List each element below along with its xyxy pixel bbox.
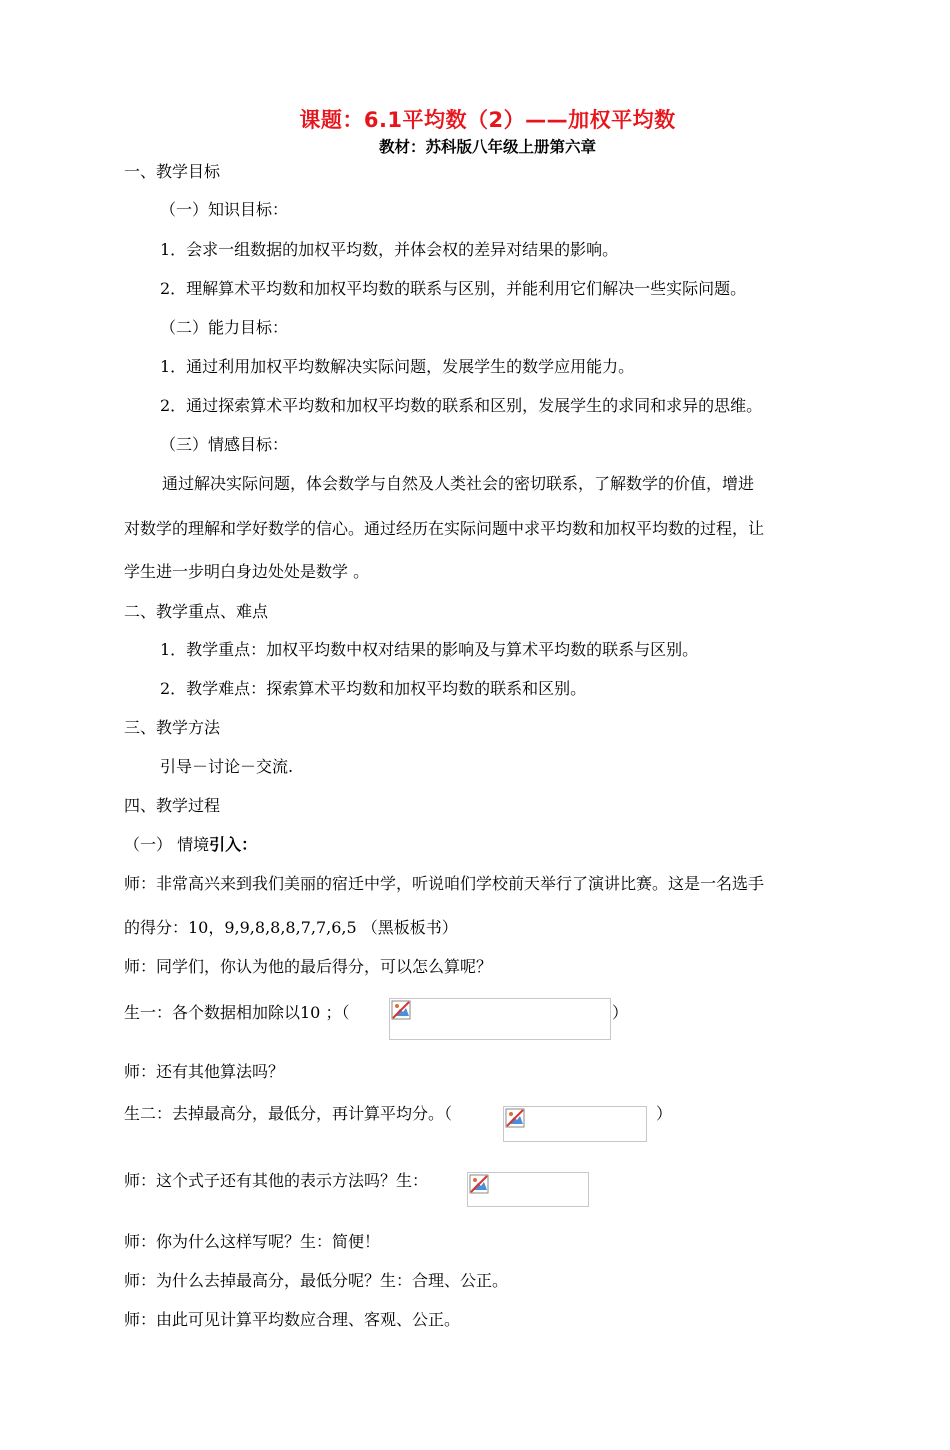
section3-body: 引导－讨论－交流. xyxy=(160,757,294,776)
teacher-line7: 师：由此可见计算平均数应合理、客观、公正。 xyxy=(124,1310,461,1329)
formula-image-1 xyxy=(389,998,611,1040)
student2-suffix: ） xyxy=(656,1104,673,1123)
section1-item1-1: 1．会求一组数据的加权平均数，并体会权的差异对结果的影响。 xyxy=(160,240,619,259)
teacher-line1: 师：非常高兴来到我们美丽的宿迁中学，听说咱们学校前天举行了演讲比赛。这是一名选手 xyxy=(124,874,765,893)
page-title: 课题：6.1平均数（2）——加权平均数 xyxy=(299,108,676,132)
section2-heading: 二、教学重点、难点 xyxy=(124,602,269,621)
section1-sub1: （一）知识目标： xyxy=(160,200,289,219)
formula-image-3 xyxy=(467,1172,589,1207)
student2-prefix: 生二：去掉最高分，最低分，再计算平均分。（ xyxy=(124,1104,453,1123)
section1-sub3: （三）情感目标： xyxy=(160,435,289,454)
broken-image-icon xyxy=(469,1174,489,1194)
teacher-line2: 师：同学们，你认为他的最后得分，可以怎么算呢？ xyxy=(124,957,493,976)
student1-suffix: ） xyxy=(612,1003,629,1022)
section3-heading: 三、教学方法 xyxy=(124,718,221,737)
section2-item2: 2．教学难点：探索算术平均数和加权平均数的联系和区别。 xyxy=(160,679,587,698)
section1-para-line3: 学生进一步明白身边处处是数学 。 xyxy=(124,562,370,581)
teacher-line6: 师：为什么去掉最高分，最低分呢？生：合理、公正。 xyxy=(124,1271,509,1290)
student1-prefix: 生一：各个数据相加除以10 ；（ xyxy=(124,1003,350,1022)
section1-para-line1: 通过解决实际问题，体会数学与自然及人类社会的密切联系，了解数学的价值，增进 xyxy=(162,474,755,493)
section1-item2-2: 2．通过探索算术平均数和加权平均数的联系和区别，发展学生的求同和求异的思维。 xyxy=(160,396,763,415)
teacher-line1-cont: 的得分：10，9,9,8,8,8,7,7,6,5 （黑板板书） xyxy=(124,918,458,937)
section4-sub1-bold: 引入： xyxy=(209,835,258,854)
section4-sub1 xyxy=(124,834,257,856)
section2-item1: 1．教学重点：加权平均数中权对结果的影响及与算术平均数的联系与区别。 xyxy=(160,640,699,659)
teacher-line4-prefix: 师：这个式子还有其他的表示方法吗？生： xyxy=(124,1171,429,1190)
broken-image-icon xyxy=(505,1108,525,1128)
formula-image-2 xyxy=(503,1106,647,1142)
teacher-line5: 师：你为什么这样写呢？生：简便！ xyxy=(124,1232,381,1251)
teacher-line3: 师：还有其他算法吗？ xyxy=(124,1062,285,1081)
broken-image-icon xyxy=(391,1000,411,1020)
section1-sub2: （二）能力目标： xyxy=(160,318,289,337)
section4-heading: 四、教学过程 xyxy=(124,796,221,815)
section1-heading: 一、教学目标 xyxy=(124,162,221,181)
section1-para-line2: 对数学的理解和学好数学的信心。通过经历在实际问题中求平均数和加权平均数的过程，让 xyxy=(124,519,765,538)
page-subtitle: 教材：苏科版八年级上册第六章 xyxy=(378,138,596,156)
section4-sub1-prefix: （一） 情境 xyxy=(124,835,210,854)
section1-item1-2: 2．理解算术平均数和加权平均数的联系与区别，并能利用它们解决一些实际问题。 xyxy=(160,279,747,298)
section1-item2-1: 1．通过利用加权平均数解决实际问题，发展学生的数学应用能力。 xyxy=(160,357,635,376)
